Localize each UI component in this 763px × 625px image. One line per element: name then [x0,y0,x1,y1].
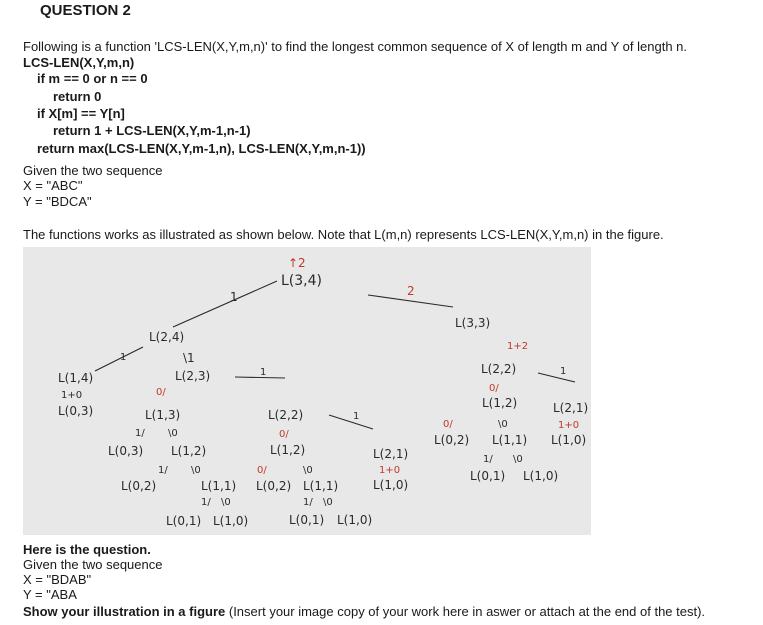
node-l02a: L(0,2) [121,479,157,493]
mark-bs0-a: \0 [168,428,178,439]
node-l11c: L(1,1) [492,433,528,447]
mark-1d: 1 [353,411,360,422]
node-l22: L(2,2) [268,408,304,422]
sequence-y: Y = "BDCA" [23,194,92,209]
given-label: Given the two sequence [23,163,163,178]
code-line-2: if m == 0 or n == 0 [37,71,148,86]
instruction-bold: Show your illustration in a figure [23,604,226,619]
mark-0slash-d: 0/ [489,383,499,394]
question-title: Here is the question. [23,542,151,557]
mark-0slash-b: 0/ [279,429,289,440]
node-l21a-sub: 1+0 [379,465,401,476]
node-l03b: L(0,3) [108,444,144,458]
mark-2: 2 [407,284,415,298]
node-l01b: L(0,1) [289,513,325,527]
mark-0slash-a: 0/ [156,387,166,398]
node-l33: L(3,3) [455,316,491,330]
edge-l24-l14 [95,347,143,371]
node-l10c: L(1,0) [373,478,409,492]
mark-bs0-f: \0 [498,419,508,430]
recursion-tree-photo [23,247,591,535]
sequence-x: X = "ABC" [23,178,83,193]
question-y: Y = "ABA [23,587,77,602]
code-line-1: LCS-LEN(X,Y,m,n) [23,55,135,70]
mark-bs0-d: \0 [303,465,313,476]
node-l23: L(2,3) [175,369,211,383]
mark-0slash-e: 0/ [443,419,453,430]
code-line-6: return max(LCS-LEN(X,Y,m-1,n), LCS-LEN(X,Y,m,n-1)) [37,141,366,156]
node-l34: L(3,4) [281,273,322,289]
question-x: X = "BDAB" [23,572,92,587]
instruction-rest: (Insert your image copy of your work here in aswer or attach at the end of the test). [225,604,706,619]
mark-1b: 1 [120,352,127,363]
node-l22b: L(2,2) [481,362,517,376]
edge-l22b-right [538,373,575,382]
mark-bs0-b: \0 [191,465,201,476]
node-l21b: L(2,1) [553,401,589,415]
node-l11a: L(1,1) [201,479,237,493]
code-line-5: return 1 + LCS-LEN(X,Y,m-1,n-1) [53,123,251,138]
node-l02b: L(0,2) [256,479,292,493]
node-l12c: L(1,2) [482,396,518,410]
functions-note: The functions works as illustrated as shown below. Note that L(m,n) represents LCS-LEN(X,Y,m,n) in the figure. [23,227,664,242]
node-l03a: L(0,3) [58,404,94,418]
node-l33-sub: 1+2 [507,341,529,352]
node-l11b: L(1,1) [303,479,339,493]
mark-1e: 1 [560,366,567,377]
intro-description: Following is a function 'LCS-LEN(X,Y,m,n)' to find the longest common sequence of X of length m and Y of length n. [23,39,688,54]
node-l24: L(2,4) [149,330,185,344]
node-l12a: L(1,2) [171,444,207,458]
node-l10a: L(1,0) [213,514,249,528]
node-l01c: L(0,1) [470,469,506,483]
node-l01a: L(0,1) [166,514,202,528]
node-l14-sub: 1+0 [61,390,83,401]
node-l21a: L(2,1) [373,447,409,461]
node-l02c: L(0,2) [434,433,470,447]
mark-1slash-a: 1/ [135,428,145,439]
recursion-tree-figure [23,247,591,535]
node-l10e: L(1,0) [551,433,587,447]
node-l13: L(1,3) [145,408,181,422]
mark-1: 1 [230,290,238,304]
mark-0slash-c: 0/ [257,465,267,476]
edge-l22-right [329,415,373,429]
node-l10d: L(1,0) [523,469,559,483]
mark-bs0-g: \0 [513,454,523,465]
mark-bs1: \1 [183,351,195,365]
question-instruction [23,604,705,620]
code-line-3: return 0 [53,89,102,104]
mark-1slash-b: 1/ [158,465,168,476]
code-line-4: if X[m] == Y[n] [37,106,125,121]
root-value: ↑2 [288,256,306,270]
node-l14: L(1,4) [58,371,94,385]
question-heading: QUESTION 2 [40,2,131,19]
mark-1c: 1 [260,367,267,378]
mark-1slash-c: 1/ [201,497,211,508]
edge-root-left [173,281,277,327]
node-l12b: L(1,2) [270,443,306,457]
mark-bs0-c: \0 [221,497,231,508]
mark-1slash-e: 1/ [483,454,493,465]
question-given: Given the two sequence [23,557,163,572]
mark-1slash-d: 1/ [303,497,313,508]
node-l21b-sub: 1+0 [558,420,580,431]
mark-bs0-e: \0 [323,497,333,508]
node-l10b: L(1,0) [337,513,373,527]
